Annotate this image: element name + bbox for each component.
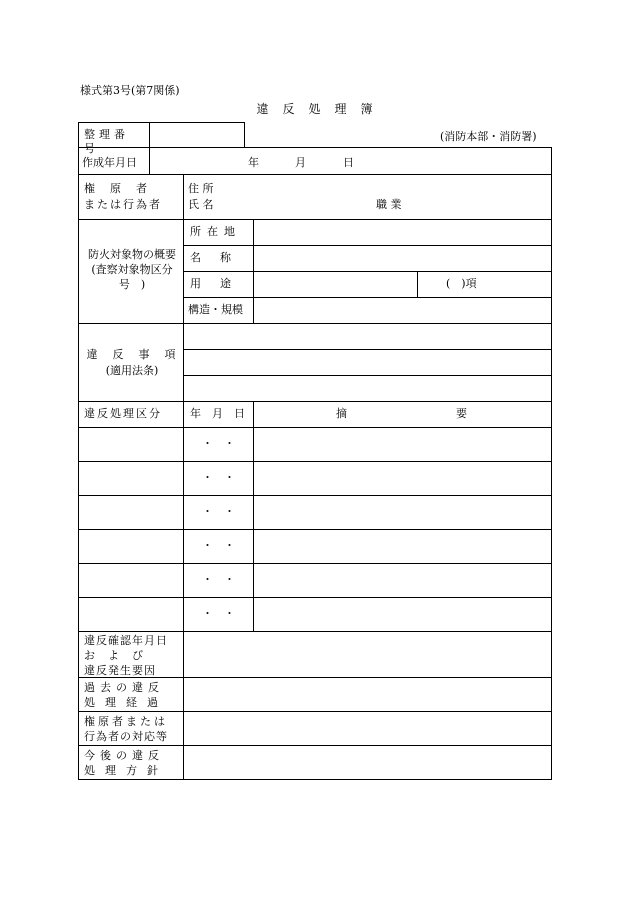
- processing-summary-field[interactable]: [254, 564, 551, 596]
- row-line: [78, 401, 552, 402]
- processing-summary-field[interactable]: [254, 496, 551, 528]
- date-header: 年 月 日: [190, 407, 245, 420]
- processing-category-field[interactable]: [79, 598, 182, 630]
- owner-label-2: または行為者: [84, 198, 162, 211]
- created-year: 年: [248, 156, 259, 169]
- processing-category-field[interactable]: [79, 428, 182, 460]
- number-label-text: 整理番号: [84, 128, 129, 155]
- processing-category-field[interactable]: [79, 462, 182, 494]
- location-field[interactable]: [254, 220, 551, 244]
- footer-label-3-line-2: 行為者の対応等: [84, 730, 168, 743]
- address-label: 住 所: [188, 182, 214, 195]
- violation-label-2: (適用法条): [105, 364, 159, 377]
- processing-category-field[interactable]: [79, 530, 182, 562]
- page-title: 違 反 処 理 簿: [256, 102, 374, 116]
- footer-label-1-line-1: 違反確認年月日: [84, 634, 168, 647]
- footer-field-4[interactable]: [184, 746, 551, 779]
- processing-date-field[interactable]: ・ ・: [202, 437, 235, 450]
- property-name-field[interactable]: [254, 246, 551, 270]
- created-month: 月: [295, 156, 306, 169]
- summary-header-1: 摘: [336, 407, 347, 420]
- row-line: [78, 174, 552, 175]
- footer-label-4: [84, 748, 180, 778]
- address-field[interactable]: [225, 178, 545, 194]
- footer-label-2-line-1: 過去の違反: [84, 681, 164, 694]
- violation-field-3[interactable]: [184, 376, 551, 400]
- name-field[interactable]: [225, 196, 370, 212]
- property-label-1: 防火対象物の概要: [88, 248, 176, 261]
- footer-label-1-line-2: お よ び: [84, 649, 144, 662]
- processing-date-field[interactable]: ・ ・: [202, 573, 235, 586]
- occupation-label: 職 業: [376, 198, 402, 211]
- name-label: 氏 名: [188, 198, 214, 211]
- created-date-field[interactable]: [150, 148, 550, 173]
- divider: [417, 271, 418, 297]
- processing-date-field[interactable]: ・ ・: [202, 539, 235, 552]
- owner-label-1: 権 原 者: [84, 182, 149, 195]
- created-label: 作成年月日: [82, 156, 137, 169]
- dept-note: (消防本部・消防署): [440, 130, 537, 143]
- footer-label-1: [84, 633, 180, 678]
- footer-field-1[interactable]: [184, 632, 551, 676]
- footer-label-3-line-1: 権原者または: [84, 715, 168, 728]
- location-label: 所在地: [190, 225, 241, 238]
- footer-label-2: [84, 680, 180, 710]
- structure-label: 構造・規模: [188, 303, 243, 316]
- footer-label-2-line-2: 処理経過: [84, 696, 168, 709]
- number-field[interactable]: [150, 123, 244, 147]
- use-label: 用 途: [190, 277, 235, 290]
- violation-field-2[interactable]: [184, 350, 551, 374]
- structure-field[interactable]: [254, 298, 551, 322]
- use-item-label: ( )項: [446, 277, 477, 290]
- created-day: 日: [343, 156, 354, 169]
- footer-label-4-line-1: 今後の違反: [84, 749, 164, 762]
- form-number: 様式第3号(第7関係): [80, 84, 180, 97]
- property-label-2: (査察対象物区分: [91, 263, 173, 276]
- footer-label-1-line-3: 違反発生要因: [84, 664, 156, 677]
- footer-field-3[interactable]: [184, 712, 551, 744]
- use-field[interactable]: [254, 272, 416, 296]
- property-label-3: 号 ): [118, 278, 146, 291]
- property-name-label: 名 称: [190, 251, 235, 264]
- processing-category-field[interactable]: [79, 496, 182, 528]
- processing-date-field[interactable]: ・ ・: [202, 471, 235, 484]
- processing-category-field[interactable]: [79, 564, 182, 596]
- footer-label-3: [84, 714, 180, 744]
- summary-header-2: 要: [456, 407, 467, 420]
- footer-label-4-line-2: 処理方針: [84, 764, 168, 777]
- processing-summary-field[interactable]: [254, 530, 551, 562]
- processing-date-field[interactable]: ・ ・: [202, 505, 235, 518]
- violation-field-1[interactable]: [184, 324, 551, 348]
- processing-summary-field[interactable]: [254, 598, 551, 630]
- violation-label-1: 違 反 事 項: [86, 348, 178, 361]
- processing-summary-field[interactable]: [254, 428, 551, 460]
- processing-summary-field[interactable]: [254, 462, 551, 494]
- footer-field-2[interactable]: [184, 678, 551, 710]
- occupation-field[interactable]: [420, 196, 545, 212]
- processing-category-label: 違反処理区分: [84, 407, 162, 420]
- processing-date-field[interactable]: ・ ・: [202, 607, 235, 620]
